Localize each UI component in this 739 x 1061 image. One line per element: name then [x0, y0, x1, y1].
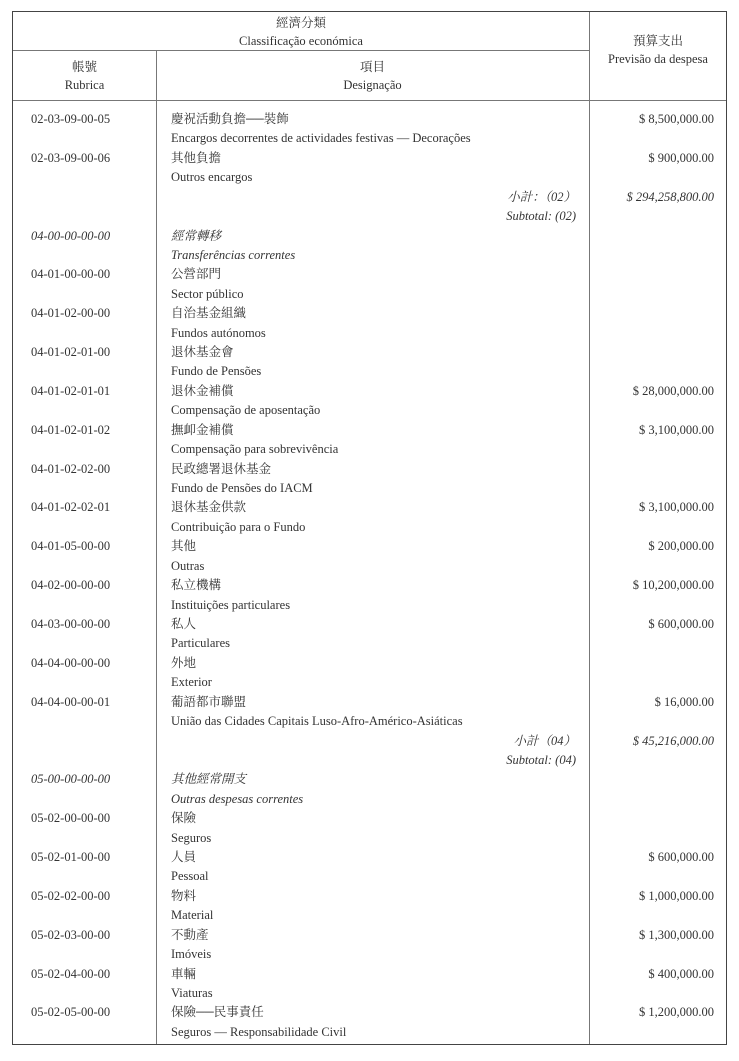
amount: $ 200,000.00	[648, 539, 714, 554]
designation-pt: Compensação para sobrevivência	[171, 442, 339, 457]
table-row	[13, 732, 726, 751]
designation-pt: Viaturas	[171, 985, 213, 1000]
table-row-continuation	[13, 401, 726, 420]
table-row-continuation	[13, 751, 726, 770]
classification-zh: 經濟分類	[275, 16, 326, 30]
table-row-continuation	[13, 634, 726, 653]
table-row	[13, 460, 726, 479]
previsao-zh: 預算支出	[632, 34, 683, 48]
designacao-pt: Designação	[343, 78, 402, 92]
designacao-header	[156, 58, 589, 94]
rubrica-code: 05-02-02-00-00	[31, 888, 111, 903]
amount: $ 1,200,000.00	[639, 1005, 714, 1020]
rubrica-code: 02-03-09-00-06	[31, 150, 111, 165]
table-row	[13, 188, 726, 207]
table-row-continuation	[13, 285, 726, 304]
designation-zh: 自治基金組織	[171, 306, 247, 321]
amount: $ 600,000.00	[648, 850, 714, 865]
designation-zh: 慶祝活動負擔──裝飾	[171, 112, 289, 126]
table-row	[13, 1003, 726, 1022]
table-row-continuation	[13, 1023, 726, 1042]
subtotal-label-pt: Subtotal: (02)	[506, 209, 576, 224]
rubrica-code: 04-04-00-00-01	[31, 694, 111, 709]
designation-zh: 保險──民事責任	[171, 1005, 264, 1020]
rubrica-code: 04-01-02-01-02	[31, 422, 111, 437]
table-row	[13, 576, 726, 595]
designacao-zh: 項目	[359, 60, 385, 74]
designation-zh: 經常轉移	[171, 228, 222, 243]
table-row	[13, 304, 726, 323]
designation-pt: Fundo de Pensões do IACM	[171, 481, 313, 496]
designation-zh: 物料	[171, 888, 197, 903]
header-divider	[13, 50, 589, 51]
rubrica-code: 04-01-00-00-00	[31, 267, 111, 282]
table-row	[13, 149, 726, 168]
rubrica-code: 04-01-02-02-00	[31, 461, 111, 476]
designation-pt: Outros encargos	[171, 170, 253, 185]
table-row-continuation	[13, 712, 726, 731]
classification-pt: Classificação económica	[239, 34, 363, 48]
designation-zh: 其他經常開支	[171, 772, 247, 787]
subtotal-label-zh: 小計（04）	[513, 733, 576, 748]
amount: $ 3,100,000.00	[639, 422, 714, 437]
designation-pt: Compensação de aposentação	[171, 403, 321, 418]
rubrica-code: 04-01-05-00-00	[31, 539, 111, 554]
designation-pt: Material	[171, 908, 214, 923]
table-row	[13, 265, 726, 284]
amount: $ 600,000.00	[648, 616, 714, 631]
table-row-continuation	[13, 479, 726, 498]
designation-pt: Encargos decorrentes de actividades festivas — Decorações	[171, 131, 471, 146]
table-row-continuation	[13, 673, 726, 692]
rubrica-code: 04-01-02-02-01	[31, 500, 111, 515]
rubrica-code: 04-01-02-01-01	[31, 383, 111, 398]
amount: $ 28,000,000.00	[632, 383, 714, 398]
table-row-continuation	[13, 207, 726, 226]
table-row-continuation	[13, 440, 726, 459]
table-row	[13, 343, 726, 362]
table-row	[13, 421, 726, 440]
table-row-continuation	[13, 557, 726, 576]
table-row-continuation	[13, 790, 726, 809]
rubrica-code: 04-01-02-00-00	[31, 306, 111, 321]
previsao-header	[603, 32, 713, 68]
table-row-continuation	[13, 867, 726, 886]
rubrica-code: 04-04-00-00-00	[31, 655, 111, 670]
subtotal-amount: $ 45,216,000.00	[632, 733, 714, 748]
amount: $ 8,500,000.00	[639, 112, 714, 126]
table-row-continuation	[13, 906, 726, 925]
table-row	[13, 537, 726, 556]
table-row	[13, 654, 726, 673]
table-row-continuation	[13, 129, 726, 148]
rubrica-code: 04-02-00-00-00	[31, 578, 111, 593]
table-row	[13, 965, 726, 984]
designation-pt: União das Cidades Capitais Luso-Afro-Américo-Asiáticas	[171, 714, 463, 729]
designation-pt: Fundo de Pensões	[171, 364, 262, 379]
table-row	[13, 809, 726, 828]
table-row	[13, 110, 726, 129]
table-row	[13, 926, 726, 945]
rubrica-code: 05-02-03-00-00	[31, 927, 111, 942]
subtotal-label-pt: Subtotal: (04)	[506, 752, 576, 767]
table-row	[13, 498, 726, 517]
table-body	[13, 110, 726, 1042]
designation-pt: Pessoal	[171, 869, 209, 884]
table-row	[13, 227, 726, 246]
designation-pt: Seguros — Responsabilidade Civil	[171, 1024, 347, 1039]
designation-zh: 退休金補償	[171, 383, 234, 398]
table-row	[13, 887, 726, 906]
table-row-continuation	[13, 246, 726, 265]
rubrica-code: 04-03-00-00-00	[31, 616, 111, 631]
designation-zh: 不動產	[171, 927, 209, 942]
header-bottom-border	[13, 100, 726, 101]
budget-table	[12, 11, 727, 1045]
rubrica-code: 04-00-00-00-00	[31, 228, 111, 243]
table-row-continuation	[13, 984, 726, 1003]
designation-pt: Outras	[171, 558, 205, 573]
designation-zh: 私立機構	[171, 578, 222, 593]
classification-header	[13, 14, 589, 50]
designation-pt: Seguros	[171, 830, 212, 845]
designation-zh: 其他	[171, 539, 197, 554]
amount: $ 400,000.00	[648, 966, 714, 981]
designation-zh: 公營部門	[171, 267, 222, 282]
amount: $ 1,000,000.00	[639, 888, 714, 903]
designation-pt: Exterior	[171, 675, 212, 690]
designation-zh: 葡語都市聯盟	[171, 694, 247, 709]
amount: $ 3,100,000.00	[639, 500, 714, 515]
previsao-pt: Previsão da despesa	[608, 52, 708, 66]
designation-pt: Imóveis	[171, 947, 212, 962]
table-row	[13, 382, 726, 401]
designation-zh: 民政總署退休基金	[171, 461, 272, 476]
designation-pt: Outras despesas correntes	[171, 791, 304, 806]
designation-zh: 其他負擔	[171, 150, 222, 165]
designation-pt: Instituições particulares	[171, 597, 291, 612]
subtotal-label-zh: 小計：（02）	[507, 189, 576, 204]
rubrica-code: 05-02-00-00-00	[31, 811, 111, 826]
rubrica-code: 05-02-05-00-00	[31, 1005, 111, 1020]
table-row-continuation	[13, 362, 726, 381]
amount: $ 16,000.00	[654, 694, 714, 709]
table-row-continuation	[13, 168, 726, 187]
designation-zh: 人員	[171, 850, 197, 865]
designation-pt: Sector público	[171, 286, 244, 301]
rubrica-code: 05-00-00-00-00	[31, 772, 111, 787]
designation-pt: Particulares	[171, 636, 231, 651]
designation-zh: 撫卹金補償	[171, 422, 234, 437]
rubrica-header	[13, 58, 156, 94]
table-row-continuation	[13, 324, 726, 343]
designation-zh: 車輛	[171, 966, 197, 981]
designation-pt: Contribuição para o Fundo	[171, 519, 306, 534]
rubrica-code: 04-01-02-01-00	[31, 345, 111, 360]
rubrica-code: 05-02-01-00-00	[31, 850, 111, 865]
amount: $ 1,300,000.00	[639, 927, 714, 942]
table-row-continuation	[13, 829, 726, 848]
table-row-continuation	[13, 596, 726, 615]
designation-zh: 保險	[171, 811, 197, 826]
designation-zh: 外地	[171, 655, 197, 670]
designation-zh: 私人	[171, 616, 197, 631]
rubrica-zh: 帳號	[71, 60, 97, 74]
table-row	[13, 848, 726, 867]
subtotal-amount: $ 294,258,800.00	[626, 189, 714, 204]
amount: $ 900,000.00	[648, 150, 714, 165]
rubrica-code: 02-03-09-00-05	[31, 112, 111, 126]
designation-pt: Transferências correntes	[171, 247, 296, 262]
designation-zh: 退休基金供款	[171, 500, 247, 515]
rubrica-code: 05-02-04-00-00	[31, 966, 111, 981]
table-row	[13, 770, 726, 789]
rubrica-pt: Rubrica	[64, 78, 105, 92]
designation-pt: Fundos autónomos	[171, 325, 266, 340]
designation-zh: 退休基金會	[171, 345, 234, 360]
table-row-continuation	[13, 518, 726, 537]
table-row	[13, 693, 726, 712]
table-row-continuation	[13, 945, 726, 964]
table-row	[13, 615, 726, 634]
amount: $ 10,200,000.00	[632, 578, 714, 593]
